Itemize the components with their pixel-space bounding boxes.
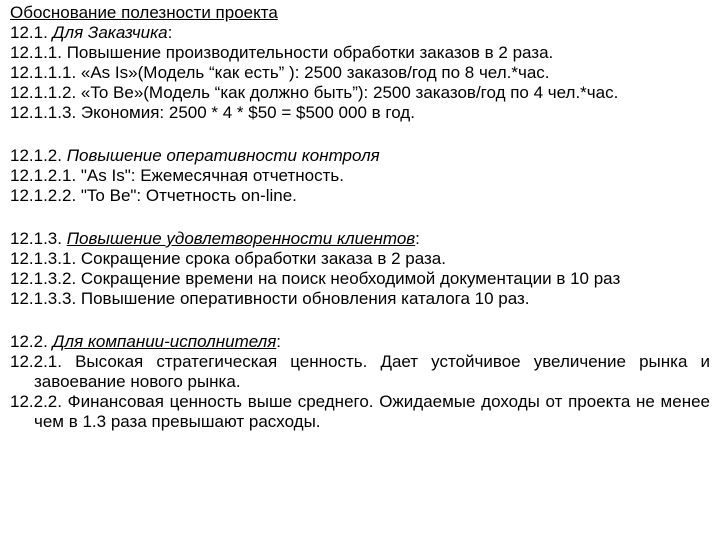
list-item: 12.1.3.1. Сокращение срока обработки заказа в 2 раза.	[10, 249, 446, 268]
list-item: 12.1.1. Повышение производительности обработки заказов в 2 раза.	[10, 43, 554, 62]
section-heading-control	[10, 146, 710, 166]
section-number: 12.1.2.	[10, 146, 67, 165]
list-item: 12.2.2. Финансовая ценность выше среднего. Ожидаемые доходы от проекта не менее чем в 1.3 раза превышают расходы.	[10, 392, 710, 431]
section-heading-customer	[10, 23, 710, 43]
section-heading-clients	[10, 229, 710, 249]
list-item: 12.1.3.2. Сокращение времени на поиск необходимой документации в 10 раз	[10, 269, 621, 288]
document-body	[10, 3, 710, 432]
list-item: 12.1.1.1. «As Is»(Модель “как есть” ): 2500 заказов/год по 8 чел.*час.	[10, 63, 550, 82]
document-title: Обоснование полезности проекта	[10, 3, 278, 22]
list-item: 12.1.3.3. Повышение оперативности обновления каталога 10 раз.	[10, 289, 530, 308]
section-heading-text: Для компании-исполнителя	[52, 332, 277, 351]
spacer	[10, 206, 710, 229]
section-heading-text: Для Заказчика	[52, 23, 168, 42]
section-heading-suffix: :	[415, 229, 420, 248]
section-number: 12.2.	[10, 332, 53, 351]
section-heading-text: Повышение удовлетворенности клиентов	[66, 229, 416, 248]
section-heading-contractor	[10, 332, 710, 352]
section-heading-suffix: :	[167, 23, 173, 42]
list-item: 12.1.2.2. "To Be": Отчетность on-line.	[10, 186, 297, 205]
spacer	[10, 309, 710, 332]
list-item: 12.1.2.1. "As Is": Ежемесячная отчетность.	[10, 166, 344, 185]
section-number: 12.1.	[10, 23, 53, 42]
spacer	[10, 123, 710, 146]
section-heading-suffix: :	[276, 332, 282, 351]
list-item: 12.1.1.3. Экономия: 2500 * 4 * $50 = $500 000 в год.	[10, 103, 415, 122]
list-item: 12.2.1. Высокая стратегическая ценность. Дает устойчивое увеличение рынка и завоевание нового рынка.	[10, 352, 710, 391]
list-item: 12.1.1.2. «To Be»(Модель “как должно быть”): 2500 заказов/год по 4 чел.*час.	[10, 83, 619, 102]
section-number: 12.1.3.	[10, 229, 67, 248]
section-heading-text: Повышение оперативности контроля	[66, 146, 380, 165]
